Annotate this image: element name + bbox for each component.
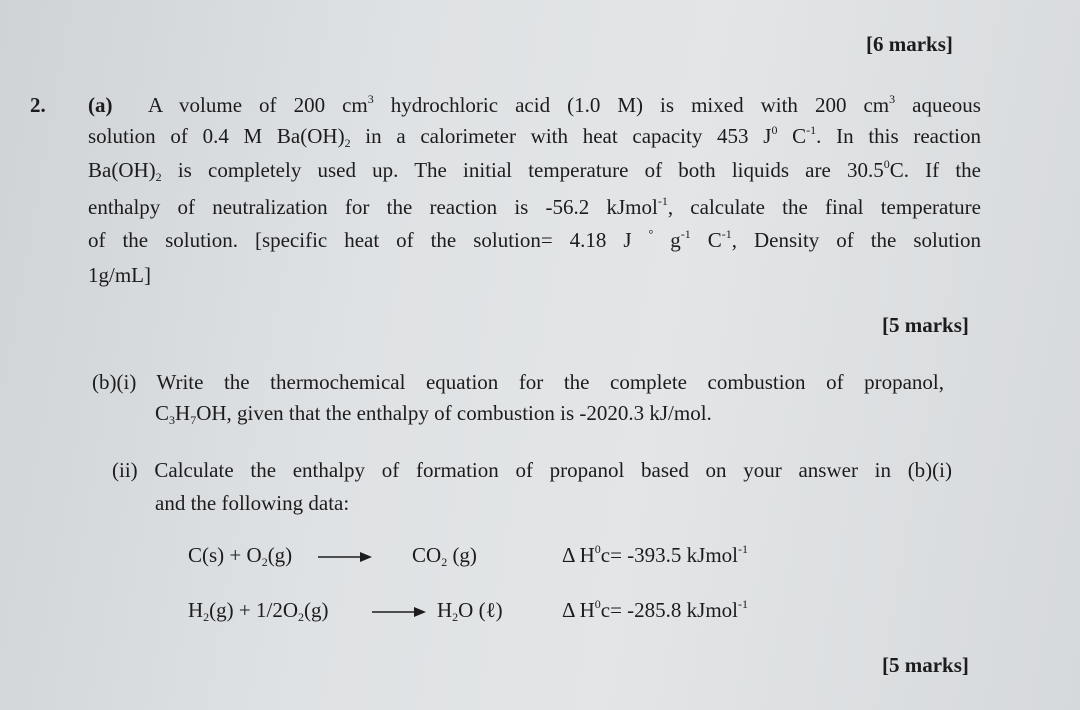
text-run: , Density of the solution: [731, 228, 981, 252]
text-run: (g): [267, 543, 293, 567]
part-a-line: [88, 263, 151, 287]
marks-bottom: [5 marks]: [882, 653, 969, 677]
reaction-arrow-icon: [372, 606, 428, 618]
text-run: C: [690, 228, 722, 252]
marks-top: [6 marks]: [866, 32, 953, 56]
equation-2-product: [437, 598, 503, 622]
part-a-line: [88, 124, 981, 148]
text-run: O (ℓ): [458, 598, 503, 622]
text-run: is completely used up. The initial temperature of both liquids are 30.5: [161, 158, 884, 182]
equation-1-enthalpy: [562, 543, 748, 567]
subscript: 2: [298, 610, 305, 624]
text-run: in a calorimeter with heat capacity 453 J: [350, 124, 772, 148]
text-run: (g) + 1/2O: [209, 598, 299, 622]
subscript: 2: [261, 555, 268, 569]
superscript: 3: [367, 92, 374, 106]
text-run: 1g/mL]: [88, 263, 151, 287]
part-a-line: [148, 93, 981, 117]
marks-part-a: [5 marks]: [882, 313, 969, 337]
equation-1-reactants: [188, 543, 292, 567]
part-b-ii-line: [155, 491, 349, 515]
text-run: C(s) + O: [188, 543, 262, 567]
text-run: and the following data:: [155, 491, 350, 515]
subscript: 7: [190, 413, 197, 427]
superscript: -1: [806, 123, 817, 137]
text-run: (b)(i) Write the thermochemical equation for the complete combustion of propanol,: [92, 370, 944, 394]
question-number: 2.: [30, 93, 46, 117]
superscript: °: [648, 227, 654, 241]
subscript: 2: [203, 610, 210, 624]
text-run: A volume of 200 cm: [148, 93, 368, 117]
subscript: 2: [155, 170, 162, 184]
text-run: (g): [447, 543, 477, 567]
text-run: c= -285.8 kJmol: [600, 598, 739, 622]
text-run: hydrochloric acid (1.0 M) is mixed with 200 cm: [373, 93, 890, 117]
part-b-i-line: [92, 370, 944, 394]
text-run: C: [155, 401, 170, 425]
text-run: of the solution. [specific heat of the solution= 4.18 J: [88, 228, 649, 252]
text-run: H: [175, 401, 191, 425]
equation-1-product: [412, 543, 477, 567]
text-run: g: [653, 228, 681, 252]
text-run: aqueous: [895, 93, 981, 117]
part-a-line: [88, 158, 981, 182]
text-run: CO: [412, 543, 442, 567]
superscript: 0: [771, 123, 778, 137]
subscript: 2: [452, 610, 459, 624]
text-run: , calculate the final temperature: [667, 195, 981, 219]
reaction-arrow-icon: [318, 551, 374, 563]
part-a-line: [88, 195, 981, 219]
text-run: solution of 0.4 M Ba(OH): [88, 124, 345, 148]
text-run: c= -393.5 kJmol: [600, 543, 739, 567]
text-run: Ba(OH): [88, 158, 156, 182]
part-b-i-line: [155, 401, 712, 425]
superscript: -1: [721, 227, 732, 241]
text-run: . In this reaction: [816, 124, 981, 148]
text-run: H: [188, 598, 204, 622]
text-run: C. If the: [889, 158, 981, 182]
superscript: -1: [680, 227, 691, 241]
superscript: 0: [594, 542, 601, 556]
part-b-ii-line: [112, 458, 952, 482]
superscript: -1: [738, 597, 749, 611]
part-a-label: (a): [88, 93, 113, 117]
superscript: -1: [738, 542, 749, 556]
text-run: C: [777, 124, 807, 148]
superscript: -1: [657, 194, 668, 208]
subscript: 2: [344, 136, 351, 150]
text-run: Δ H: [562, 543, 595, 567]
equation-2-reactants: [188, 598, 329, 622]
part-a-line: [88, 228, 981, 252]
text-run: H: [437, 598, 453, 622]
text-run: (g): [304, 598, 329, 622]
text-run: (ii) Calculate the enthalpy of formation of propanol based on your answer in (b)(i): [112, 458, 952, 482]
subscript: 3: [169, 413, 176, 427]
text-run: OH, given that the enthalpy of combustion is -2020.3 kJ/mol.: [196, 401, 712, 425]
text-run: Δ H: [562, 598, 595, 622]
text-run: enthalpy of neutralization for the reaction is -56.2 kJmol: [88, 195, 658, 219]
superscript: 3: [889, 92, 896, 106]
superscript: 0: [594, 597, 601, 611]
subscript: 2: [441, 555, 448, 569]
superscript: 0: [883, 157, 890, 171]
equation-2-enthalpy: [562, 598, 748, 622]
